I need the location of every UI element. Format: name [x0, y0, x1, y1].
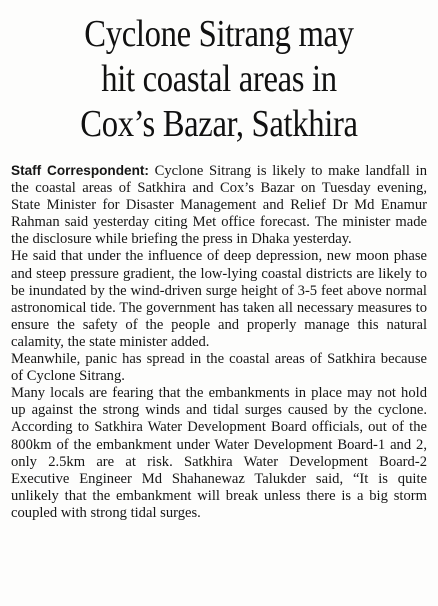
byline: Staff Correspondent:: [11, 163, 149, 178]
paragraph-1-text: Cyclone Sitrang is likely to make landfall in the coastal areas of Satkhira and Cox’s Bazar on Tuesday evening, State Minister for Disaster Management and Relief Dr Md Enamur Rahman said yesterday citing Met office forecast. The minister made the disclosure while briefing the press in Dhaka yesterday.: [11, 163, 428, 248]
paragraph-2: He said that under the influence of deep depression, new moon phase and steep pressure gradient, the low-lying coastal districts are likely to be inundated by the wind-driven surge height of 3-5 feet above normal astronomical tide. The government has taken all necessary measures to ensure the safety of the people and properly manage this natural calamity, the state minister added.: [11, 248, 427, 350]
headline: [39, 12, 398, 147]
paragraph-3: Meanwhile, panic has spread in the coastal areas of Satkhira because of Cyclone Sitrang.: [11, 351, 427, 385]
headline-line-3: Cox’s Bazar, Satkhira: [80, 103, 358, 145]
paragraph-1: [11, 162, 427, 248]
headline-line-1: Cyclone Sitrang may: [84, 13, 354, 55]
paragraph-4: Many locals are fearing that the embankments in place may not hold up against the strong winds and tidal surges caused by the cyclone. According to Satkhira Water Development Board officials, out of the 800km of the embankment under Water Development Board-1 and 2, only 2.5km are at risk. Satkhira Water Development Board-2 Executive Engineer Md Shahanewaz Talukder said, “It is quite unlikely that the embankment will break unless there is a big storm coupled with strong tidal surges.: [11, 385, 427, 521]
article-body: [11, 162, 427, 522]
headline-line-2: hit coastal areas in: [101, 58, 337, 100]
